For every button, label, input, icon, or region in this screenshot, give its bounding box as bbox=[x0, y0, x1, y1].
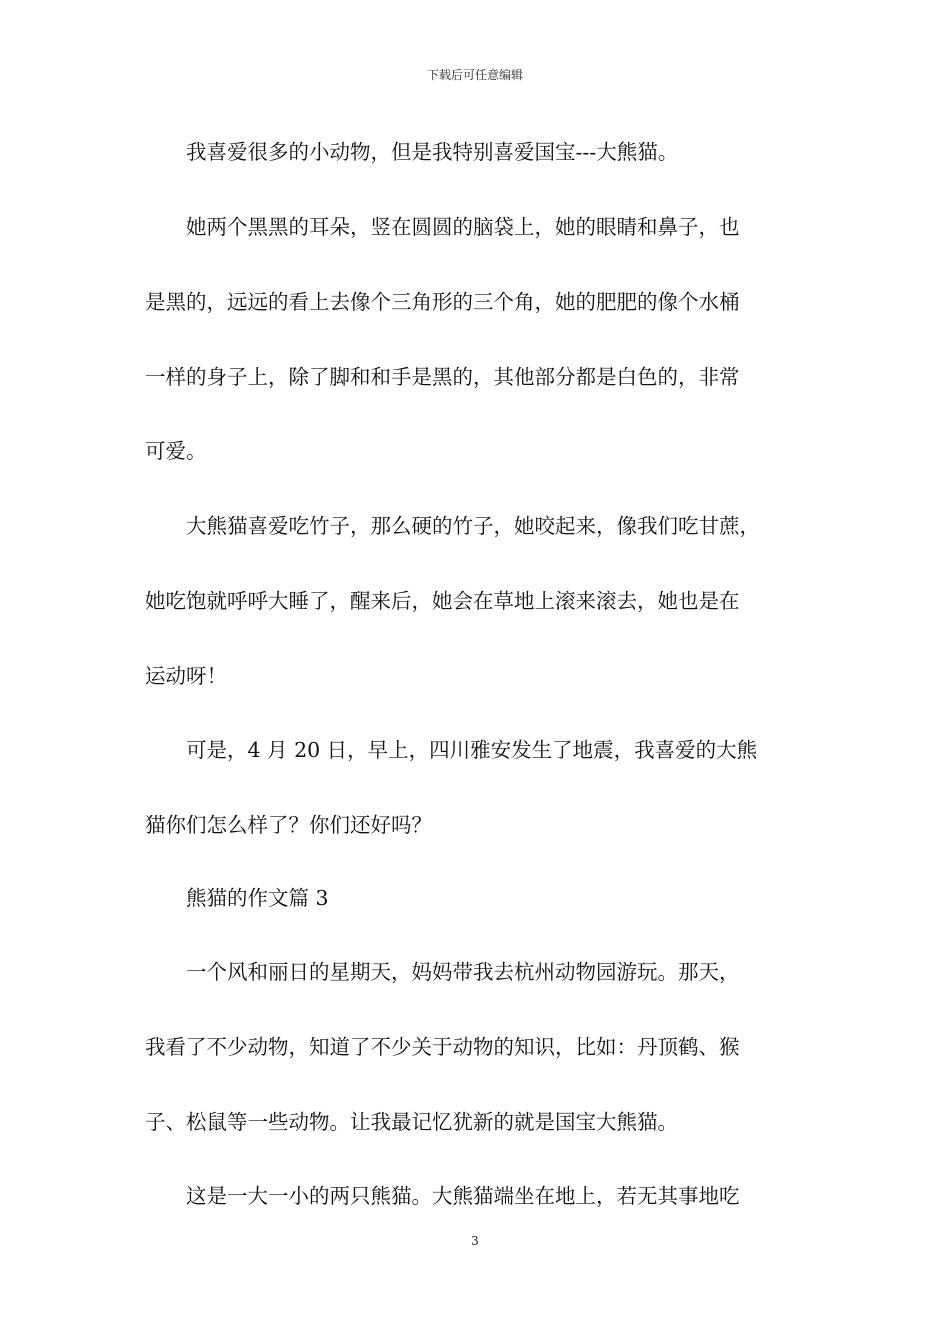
section-heading: 熊猫的作文篇 3 bbox=[145, 886, 329, 910]
body-line-1: 我喜爱很多的小动物，但是我特别喜爱国宝---大熊猫。 bbox=[145, 140, 679, 164]
body-line-8: 运动呀！ bbox=[145, 664, 227, 688]
body-line-6: 大熊猫喜爱吃竹子，那么硬的竹子，她咬起来，像我们吃甘蔗， bbox=[145, 514, 760, 538]
body-line-2: 她两个黑黑的耳朵，竖在圆圆的脑袋上，她的眼睛和鼻子，也 bbox=[145, 215, 740, 239]
body-line-5: 可爱。 bbox=[145, 439, 207, 463]
body-line-9: 可是，4 月 20 日，早上，四川雅安发生了地震，我喜爱的大熊 bbox=[145, 738, 758, 762]
body-line-10: 猫你们怎么样了？你们还好吗？ bbox=[145, 813, 432, 837]
body-line-7: 她吃饱就呼呼大睡了，醒来后，她会在草地上滚来滚去，她也是在 bbox=[145, 589, 740, 613]
page-number: 3 bbox=[471, 1234, 479, 1248]
body-line-14: 子、松鼠等一些动物。让我最记忆犹新的就是国宝大熊猫。 bbox=[145, 1110, 678, 1134]
body-line-12: 一个风和丽日的星期天，妈妈带我去杭州动物园游玩。那天， bbox=[145, 960, 740, 984]
body-line-13: 我看了不少动物，知道了不少关于动物的知识，比如：丹顶鹤、猴 bbox=[145, 1035, 740, 1059]
body-line-15: 这是一大一小的两只熊猫。大熊猫端坐在地上，若无其事地吃 bbox=[145, 1184, 740, 1208]
page-header-note: 下载后可任意编辑 bbox=[426, 68, 523, 82]
body-line-3: 是黑的，远远的看上去像个三角形的三个角，她的肥肥的像个水桶 bbox=[145, 290, 740, 314]
body-line-4: 一样的身子上，除了脚和和手是黑的，其他部分都是白色的，非常 bbox=[145, 365, 740, 389]
